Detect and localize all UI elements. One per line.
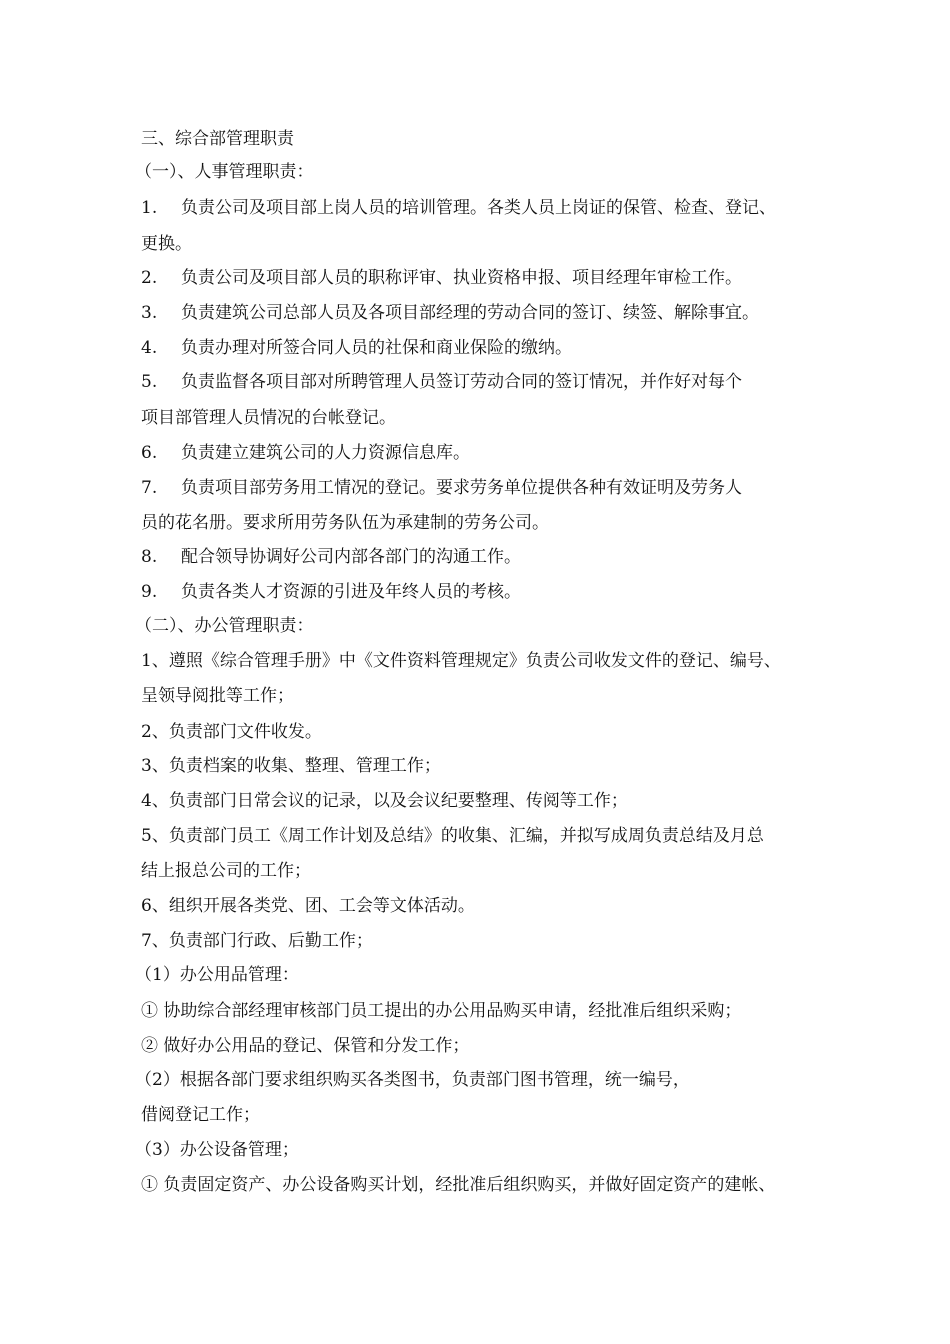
hr-item: [141, 370, 841, 394]
hr-item: [141, 301, 841, 325]
hr-item: [141, 580, 841, 604]
item-text: 负责监督各项目部对所聘管理人员签订劳动合同的签订情况，并作好对每个: [181, 372, 742, 392]
item-text: 负责办理对所签合同人员的社保和商业保险的缴纳。: [181, 338, 572, 358]
office-line: 5、负责部门员工《周工作计划及总结》的收集、汇编，并拟写成周负责总结及月总: [141, 826, 764, 846]
item-text: 负责公司及项目部人员的职称评审、执业资格申报、项目经理年审检工作。: [181, 268, 742, 288]
office-line: 4、负责部门日常会议的记录，以及会议纪要整理、传阅等工作；: [141, 791, 628, 811]
office-line: ① 负责固定资产、办公设备购买计划，经批准后组织购买，并做好固定资产的建帐、: [141, 1175, 776, 1195]
item-text: 负责项目部劳务用工情况的登记。要求劳务单位提供各种有效证明及劳务人: [181, 478, 742, 498]
hr-item: [141, 476, 841, 500]
hr-item-continuation: 员的花名册。要求所用劳务队伍为承建制的劳务公司。: [141, 513, 549, 533]
item-text: 配合领导协调好公司内部各部门的沟通工作。: [181, 547, 521, 567]
hr-item: [141, 196, 841, 220]
office-line: 7、负责部门行政、后勤工作；: [141, 931, 373, 951]
office-line: 呈领导阅批等工作；: [141, 686, 294, 706]
hr-item: [141, 545, 841, 569]
item-number: 6.: [141, 443, 158, 463]
item-number: 1.: [141, 198, 158, 218]
subsection-title-office: （二）、办公管理职责：: [135, 616, 314, 636]
item-number: 5.: [141, 372, 158, 392]
item-number: 8.: [141, 547, 158, 567]
item-text: 负责建立建筑公司的人力资源信息库。: [181, 443, 470, 463]
section-title: 三、综合部管理职责: [141, 129, 294, 149]
hr-item: [141, 336, 841, 360]
item-number: 9.: [141, 582, 158, 602]
item-number: 2.: [141, 268, 158, 288]
office-line: 2、负责部门文件收发。: [141, 722, 322, 742]
hr-item-continuation: 项目部管理人员情况的台帐登记。: [141, 408, 396, 428]
hr-item: [141, 266, 841, 290]
item-number: 3.: [141, 303, 158, 323]
item-text: 负责各类人才资源的引进及年终人员的考核。: [181, 582, 521, 602]
hr-item: [141, 441, 841, 465]
office-line: 借阅登记工作；: [141, 1105, 260, 1125]
office-line: 结上报总公司的工作；: [141, 861, 311, 881]
office-line: （1）办公用品管理：: [135, 965, 299, 985]
item-number: 7.: [141, 478, 158, 498]
office-line: 1、遵照《综合管理手册》中《文件资料管理规定》负责公司收发文件的登记、编号、: [141, 651, 781, 671]
item-text: 负责公司及项目部上岗人员的培训管理。各类人员上岗证的保管、检查、登记、: [181, 198, 776, 218]
office-line: （3）办公设备管理；: [135, 1140, 299, 1160]
hr-item-continuation: 更换。: [141, 234, 192, 254]
office-line: 6、组织开展各类党、团、工会等文体活动。: [141, 896, 475, 916]
office-line: ① 协助综合部经理审核部门员工提出的办公用品购买申请，经批准后组织采购；: [141, 1001, 742, 1021]
office-line: （2）根据各部门要求组织购买各类图书，负责部门图书管理，统一编号，: [135, 1070, 690, 1090]
office-line: 3、负责档案的收集、整理、管理工作；: [141, 756, 441, 776]
item-number: 4.: [141, 338, 158, 358]
subsection-title-hr: （一）、人事管理职责：: [135, 162, 314, 182]
item-text: 负责建筑公司总部人员及各项目部经理的劳动合同的签订、续签、解除事宜。: [181, 303, 759, 323]
office-line: ② 做好办公用品的登记、保管和分发工作；: [141, 1036, 470, 1056]
